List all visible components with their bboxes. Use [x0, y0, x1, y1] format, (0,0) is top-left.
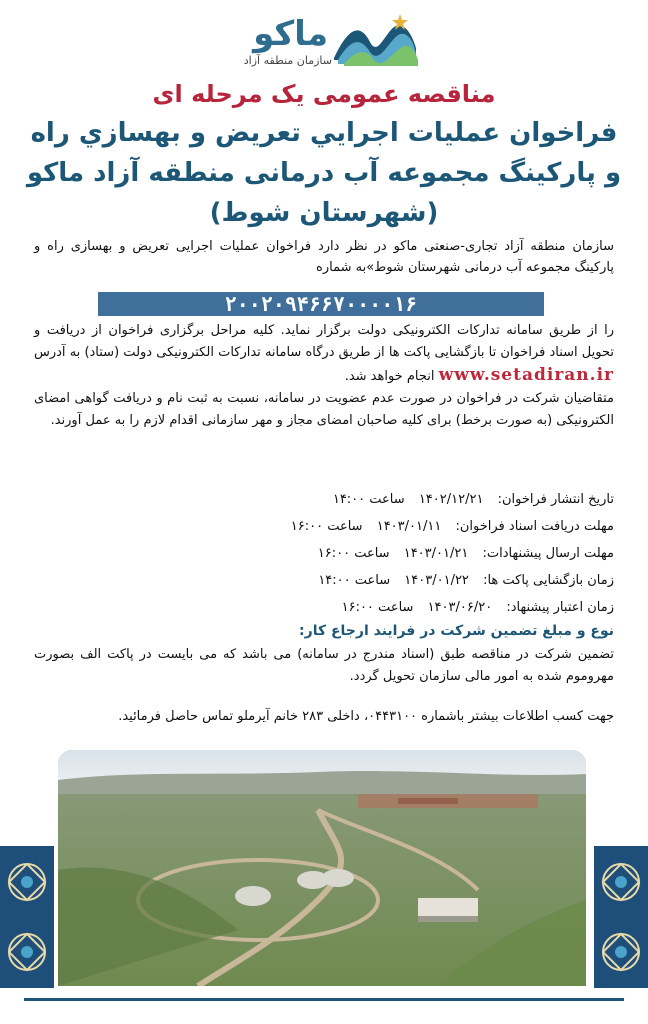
- date-row-validity: [34, 594, 614, 621]
- body-paragraph-2: متقاضیان شرکت در فراخوان در صورت عدم عضویت در سامانه، نسبت به ثبت نام و دریافت گواهی امضای الکترونیکی (به صورت برخط) برای کلیه صاحبان امضای مجاز و مهر سازمانی اقدام لازم را به عمل آورند.: [34, 391, 614, 428]
- guarantee-text: تضمین شرکت در مناقصه طبق (اسناد مندرج در سامانه) می باشد که می بایست در پاکت الف بصورت مهروموم شده به امور مالی سازمان تحویل گردد.: [34, 647, 614, 684]
- time-value: ساعت ۱۶:۰۰: [290, 519, 363, 534]
- date-label: زمان اعتبار پیشنهاد:: [506, 600, 614, 615]
- tender-number-bar: ۲۰۰۲۰۹۴۶۶۷۰۰۰۰۱۶: [98, 292, 544, 316]
- body-text: [34, 320, 614, 432]
- date-label: تاریخ انتشار فراخوان:: [497, 492, 614, 507]
- date-value: ۱۴۰۳/۰۱/۲۱: [403, 546, 469, 561]
- headline-line-1: فراخوان عمليات اجرايي تعريض و بهسازي راه: [30, 118, 618, 148]
- date-value: ۱۴۰۳/۰۱/۱۱: [376, 519, 442, 534]
- mountain-logo-icon: [330, 8, 422, 74]
- date-value: ۱۴۰۳/۰۱/۲۲: [404, 573, 469, 588]
- date-row-documents: [34, 513, 614, 540]
- date-row-submission: [34, 540, 614, 567]
- intro-paragraph: سازمان منطقه آزاد تجاری-صنعتی ماکو در نظر دارد فراخوان عملیات اجرایی تعریض و بهسازی راه و پارکینگ مجموعه آب درمانی شهرستان شوط»به شماره: [34, 239, 614, 275]
- headline: [20, 113, 628, 233]
- guarantee-heading: نوع و مبلغ تضمین شرکت در فرایند ارجاع کار:: [299, 623, 614, 639]
- date-row-opening: [34, 567, 614, 594]
- date-row-publish: [34, 486, 614, 513]
- body-paragraph-1-end: انجام خواهد شد.: [344, 369, 435, 384]
- decorative-tile-left: [0, 846, 54, 988]
- headline-line-2: و پارکینگ مجموعه آب درمانی منطقه آزاد ماکو: [26, 158, 622, 188]
- organization-logo: [218, 8, 418, 74]
- body-paragraph-1: را از طریق سامانه تدارکات الکترونیکی دولت برگزار نماید. کلیه مراحل برگزاری فراخوان از دریافت و تحویل اسناد فراخوان تا بازگشایی پاکت ها از طریق درگاه سامانه تدارکات الکترونیکی دولت (ستاد) به آدرس: [34, 323, 614, 360]
- date-value: ۱۴۰۲/۱۲/۲۱: [418, 492, 484, 507]
- logo-brand-text: ماکو: [253, 14, 328, 54]
- date-label: زمان بازگشایی پاکت ها:: [483, 573, 614, 588]
- footer-divider: [24, 998, 624, 1001]
- date-label: مهلت ارسال پیشنهادات:: [482, 546, 614, 561]
- dates-list: [34, 486, 614, 621]
- time-value: ساعت ۱۴:۰۰: [332, 492, 405, 507]
- time-value: ساعت ۱۶:۰۰: [341, 600, 414, 615]
- time-value: ساعت ۱۴:۰۰: [318, 573, 391, 588]
- website-link[interactable]: www.setadiran.ir: [438, 365, 614, 385]
- date-label: مهلت دریافت اسناد فراخوان:: [455, 519, 614, 534]
- decorative-tile-right: [594, 846, 648, 988]
- aerial-site-photo: [58, 750, 586, 986]
- time-value: ساعت ۱۶:۰۰: [317, 546, 390, 561]
- contact-info: جهت کسب اطلاعات بیشتر باشماره ۰۴۴۳۱۰۰، داخلی ۲۸۳ خانم آیرملو تماس حاصل فرمائید.: [118, 709, 614, 724]
- logo-subtext: سازمان منطقه آزاد: [243, 54, 332, 67]
- headline-line-3: (شهرستان شوط): [209, 198, 439, 228]
- tender-type-title: مناقصه عمومی یک مرحله ای: [152, 80, 496, 108]
- date-value: ۱۴۰۳/۰۶/۲۰: [427, 600, 493, 615]
